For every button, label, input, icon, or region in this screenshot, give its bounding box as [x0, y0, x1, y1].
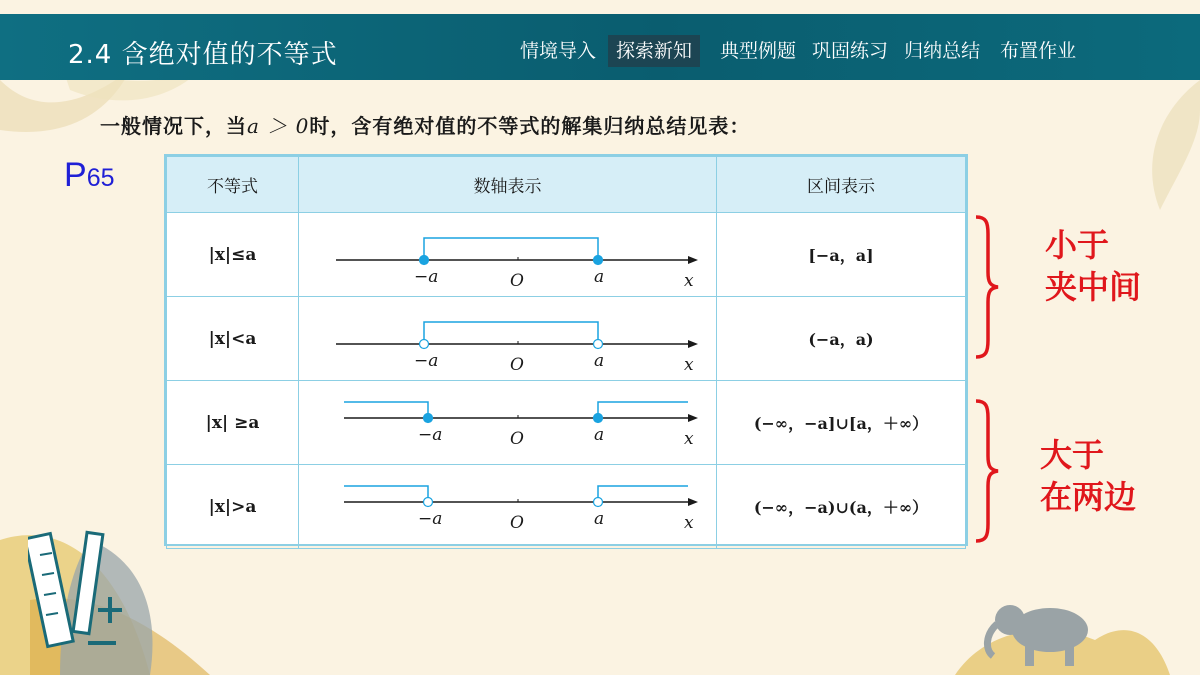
label-x: x — [683, 512, 694, 533]
brace-less — [972, 214, 1002, 360]
label-pos-a: a — [593, 508, 604, 529]
label-neg-a: −a — [417, 508, 442, 529]
label-origin: O — [509, 428, 524, 449]
nav-tab-homework[interactable]: 布置作业 — [1000, 40, 1077, 62]
nav-tab-explore[interactable]: 探索新知 — [608, 35, 700, 67]
note-less-line2: 夹中间 — [1045, 268, 1142, 306]
ruler-pencil-icon — [28, 525, 128, 655]
number-line-open-outside — [308, 466, 708, 548]
number-line-cell — [299, 381, 717, 465]
note-less-line1: 小于 — [1045, 226, 1110, 264]
axis-arrow — [688, 340, 698, 348]
page-reference — [64, 156, 115, 195]
table-row — [167, 465, 966, 549]
header-bar — [0, 14, 1200, 80]
elephant-decoration — [955, 590, 1200, 675]
label-pos-a: a — [593, 424, 604, 445]
page-title: 2.4 含绝对值的不等式 — [68, 40, 338, 70]
endpoint-pos-a — [593, 339, 602, 348]
number-line-cell — [299, 465, 717, 549]
table-row — [167, 213, 966, 297]
interval-cell: (−a，a) — [717, 297, 966, 381]
header-number-line: 数轴表示 — [299, 157, 717, 213]
interval-cell: [−a，a] — [717, 213, 966, 297]
interval-cell: (−∞，−a)∪(a，＋∞） — [717, 465, 966, 549]
page-ref-number: 65 — [86, 164, 115, 192]
brace-greater — [972, 398, 1002, 544]
leaf-decoration-top-right — [1050, 80, 1200, 220]
nav-tab-examples[interactable]: 典型例题 — [720, 40, 797, 62]
label-x: x — [683, 428, 694, 449]
solution-bracket-right — [598, 402, 688, 418]
endpoint-neg-a — [423, 413, 432, 422]
table-row — [167, 297, 966, 381]
intro-text — [100, 110, 750, 139]
number-line-cell — [299, 213, 717, 297]
label-x: x — [683, 354, 694, 375]
intro-prefix: 一般情况下，当 — [100, 114, 247, 138]
endpoint-neg-a — [423, 497, 432, 506]
interval-cell: (−∞，−a]∪[a，＋∞） — [717, 381, 966, 465]
note-greater — [1040, 434, 1136, 518]
nav-tab-intro[interactable]: 情境导入 — [520, 40, 597, 62]
solution-bracket-right — [598, 486, 688, 502]
number-line-closed-outside — [308, 382, 708, 464]
axis-arrow — [688, 256, 698, 264]
note-greater-line1: 大于 — [1040, 436, 1105, 474]
inequality-cell: |x|<a — [167, 297, 299, 381]
label-neg-a: −a — [413, 266, 438, 287]
label-x: x — [683, 270, 694, 291]
label-neg-a: −a — [413, 350, 438, 371]
inequality-cell: |x|>a — [167, 465, 299, 549]
inequality-cell: |x| ≥a — [167, 381, 299, 465]
nav-tab-summary[interactable]: 归纳总结 — [904, 40, 981, 62]
table-row — [167, 381, 966, 465]
label-pos-a: a — [593, 350, 604, 371]
number-line-cell — [299, 297, 717, 381]
nav-tab-practice[interactable]: 巩固练习 — [812, 40, 889, 62]
label-neg-a: −a — [417, 424, 442, 445]
solution-bracket-left — [344, 402, 428, 418]
endpoint-pos-a — [593, 413, 602, 422]
label-pos-a: a — [593, 266, 604, 287]
intro-condition: a ＞ 0 — [247, 114, 310, 138]
endpoint-pos-a — [593, 497, 602, 506]
solution-bracket — [424, 238, 598, 260]
header-interval: 区间表示 — [717, 157, 966, 213]
endpoint-neg-a — [419, 255, 428, 264]
axis-arrow — [688, 498, 698, 506]
solution-bracket — [424, 322, 598, 344]
solution-bracket-left — [344, 486, 428, 502]
number-line-open-inside — [308, 298, 708, 380]
inequality-cell: |x|≤a — [167, 213, 299, 297]
label-origin: O — [509, 270, 524, 291]
axis-arrow — [688, 414, 698, 422]
number-line-closed-inside — [308, 214, 708, 296]
note-greater-line2: 在两边 — [1040, 478, 1137, 516]
note-less — [1045, 224, 1141, 308]
header-inequality: 不等式 — [167, 157, 299, 213]
endpoint-neg-a — [419, 339, 428, 348]
page-ref-letter: P — [64, 156, 87, 194]
table-header-row — [167, 157, 966, 213]
label-origin: O — [509, 354, 524, 375]
label-origin: O — [509, 512, 524, 533]
nav-tabs — [512, 35, 1084, 67]
intro-suffix: 时，含有绝对值的不等式的解集归纳总结见表： — [309, 114, 751, 138]
summary-table — [164, 154, 968, 546]
endpoint-pos-a — [593, 255, 602, 264]
